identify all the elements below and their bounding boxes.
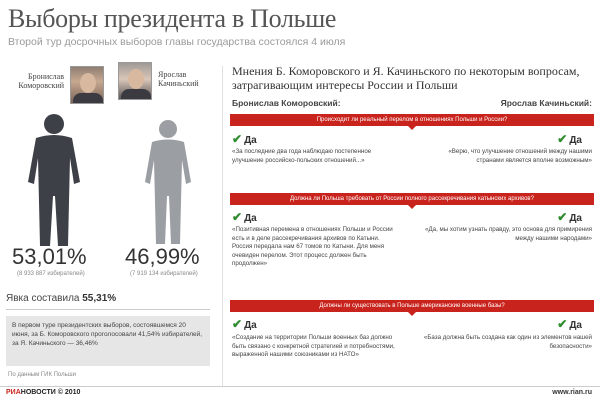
answer-right-3: [557, 317, 582, 331]
turnout-divider: [6, 309, 210, 310]
answer-right-2-text: Да: [569, 213, 582, 224]
percent-kaczynski: 46,99%: [125, 244, 200, 269]
check-icon: ✔: [557, 132, 568, 146]
quote-right-3: «База должна быть создана как один из элементов нашей безопасности»: [423, 334, 592, 350]
answer-left-1-text: Да: [244, 135, 257, 146]
silhouette-komorowski-icon: [22, 112, 86, 248]
question-bar-2: [230, 193, 594, 205]
answer-right-2: [557, 210, 582, 224]
answer-right-1: [557, 132, 582, 146]
komorowski-last-name: Коморовский: [18, 81, 64, 90]
check-icon: ✔: [557, 317, 568, 331]
answer-left-3-text: Да: [244, 320, 257, 331]
check-icon: ✔: [232, 317, 243, 331]
answer-right-1-text: Да: [569, 135, 582, 146]
page-subtitle: Второй тур досрочных выборов главы государства состоялся 4 июля: [8, 36, 346, 48]
answer-left-2-text: Да: [244, 213, 257, 224]
candidate-name-kaczynski: [158, 70, 218, 88]
column-header-kaczynski: Ярослав Качиньский:: [500, 98, 592, 108]
komorowski-first-name: Бронислав: [27, 72, 64, 81]
check-icon: ✔: [232, 132, 243, 146]
kaczynski-last-name: Качиньский: [158, 79, 199, 88]
percent-komorowski: 53,01%: [12, 244, 87, 269]
logo-ria: РИА: [6, 389, 21, 396]
quote-left-3: «Создание на территории Польши военных баз должно быть связано с конкретной стратегией и потребностями, выраженной нашими союзниками из НАТО»: [232, 334, 395, 358]
panel-divider: [222, 66, 223, 386]
answer-right-3-text: Да: [569, 320, 582, 331]
answer-left-1: [232, 132, 257, 146]
kaczynski-first-name: Ярослав: [158, 70, 187, 79]
question-text-3: Должны ли существовать в Польше американские военные базы?: [319, 303, 505, 309]
page-title: Выборы президента в Польше: [8, 4, 337, 33]
opinions-title: Мнения Б. Коморовского и Я. Качиньского по некоторым вопросам, затрагивающим интересы России и Польши: [232, 64, 580, 92]
turnout-label: Явка составила: [6, 293, 80, 304]
quote-left-2: «Позитивная перемена в отношениях Польши и России есть и в деле рассекречивания архивов по Катыни. Россия передала нам 67 томов по Катыни. Для меня очевиден перелом. Этот процесс должен быть продолжен»: [232, 226, 393, 267]
candidate-name-komorowski: [10, 72, 64, 90]
ria-logo: [6, 389, 80, 396]
question-text-2: Должна ли Польша требовать от России полного рассекречивания катынских архивов?: [290, 196, 534, 202]
turnout-value: 55,31%: [82, 293, 117, 304]
votes-kaczynski: (7 919 134 избирателей): [130, 271, 198, 277]
question-text-1: Происходит ли реальный перелом в отношениях Польши и России?: [316, 117, 508, 123]
silhouette-kaczynski-icon: [140, 118, 196, 246]
answer-left-2: [232, 210, 257, 224]
logo-rest: НОВОСТИ © 2010: [20, 389, 81, 396]
question-bar-3: [230, 300, 594, 312]
quote-right-1: «Верю, что улучшение отношений между нашими странами является вполне возможным»: [448, 148, 592, 164]
check-icon: ✔: [232, 210, 243, 224]
first-round-note: В первом туре президентских выборов, состоявшемся 20 июня, за Б. Коморовского проголосовали 41,54% избирателей, за Я. Качиньского — 36,46%: [6, 316, 210, 366]
website-link[interactable]: www.rian.ru: [552, 389, 592, 396]
answer-left-3: [232, 317, 257, 331]
quote-right-2: «Да, мы хотим узнать правду, это основа для примирения между нашими народами»: [425, 226, 592, 242]
footer-divider: [0, 386, 600, 387]
photo-komorowski: [70, 66, 104, 104]
votes-komorowski: (8 933 887 избирателей): [17, 271, 85, 277]
column-header-komorowski: Бронислав Коморовский:: [232, 98, 341, 108]
check-icon: ✔: [557, 210, 568, 224]
source-note: По данным ГИК Польши: [8, 372, 76, 378]
question-bar-1: [230, 114, 594, 126]
quote-left-1: «За последние два года наблюдаю постепенное улучшение российско-польских отношений...»: [232, 148, 372, 164]
turnout: [6, 293, 116, 304]
photo-kaczynski: [118, 62, 152, 100]
